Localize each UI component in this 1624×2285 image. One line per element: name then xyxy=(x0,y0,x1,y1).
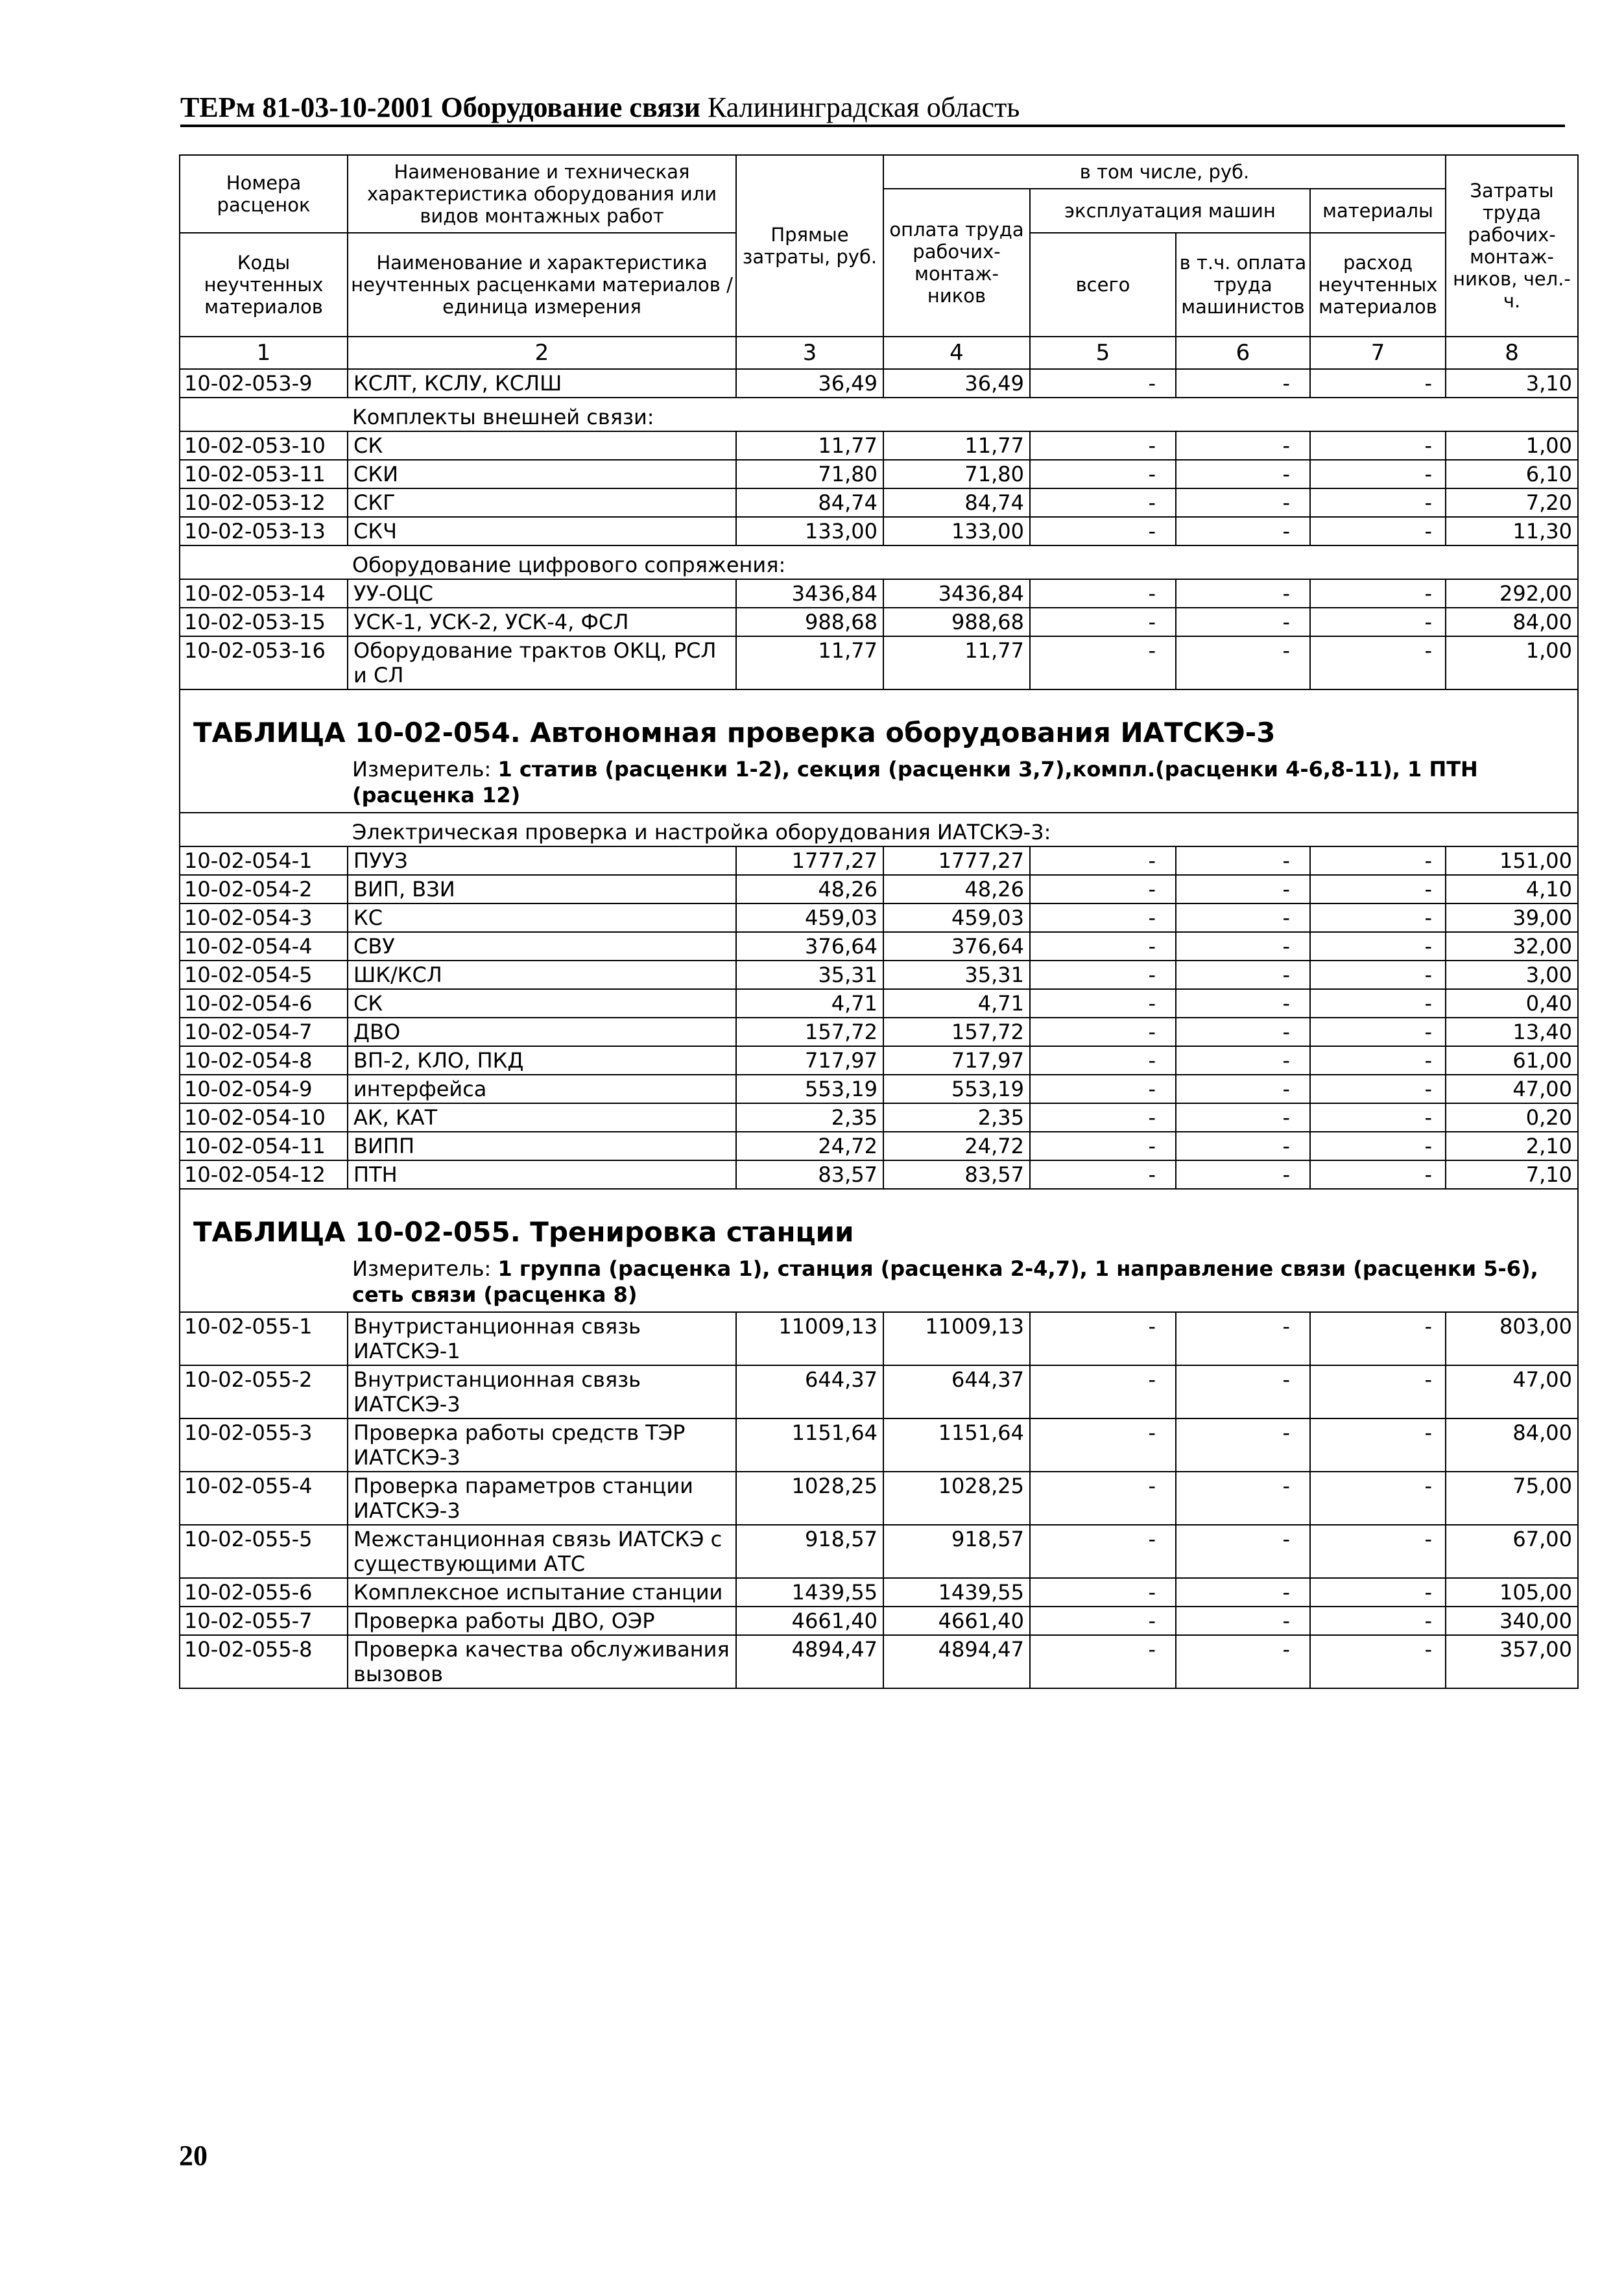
rate-name: Оборудование трактов ОКЦ, РСЛ и СЛ xyxy=(348,636,736,689)
table-row xyxy=(180,989,1578,1018)
worker-pay-cell: 1151,64 xyxy=(883,1418,1030,1472)
worker-pay-cell: 11,77 xyxy=(883,431,1030,460)
worker-pay-cell: 376,64 xyxy=(883,932,1030,961)
header-rate-numbers: Номера расценок xyxy=(180,155,348,233)
machines-total-cell: - xyxy=(1030,579,1176,608)
material-consumption-cell: - xyxy=(1310,1312,1446,1365)
rate-code: 10-02-055-7 xyxy=(180,1607,348,1635)
direct-costs-cell: 11,77 xyxy=(736,431,883,460)
material-consumption-cell: - xyxy=(1310,517,1446,545)
machinist-pay-cell: - xyxy=(1176,932,1310,961)
labor-hours-cell: 340,00 xyxy=(1446,1607,1578,1635)
worker-pay-cell: 4,71 xyxy=(883,989,1030,1018)
table-row xyxy=(180,1160,1578,1189)
machinist-pay-cell: - xyxy=(1176,636,1310,689)
direct-costs-cell: 3436,84 xyxy=(736,579,883,608)
column-number: 1 xyxy=(180,337,348,369)
labor-hours-cell: 6,10 xyxy=(1446,460,1578,488)
header-machinist-pay: в т.ч. оплата труда машинистов xyxy=(1176,233,1310,337)
rate-name: Внутристанционная связь ИАТСКЭ-3 xyxy=(348,1365,736,1418)
rate-name: СКГ xyxy=(348,488,736,517)
machines-total-cell: - xyxy=(1030,431,1176,460)
labor-hours-cell: 1,00 xyxy=(1446,636,1578,689)
rate-code: 10-02-054-7 xyxy=(180,1018,348,1046)
table-row xyxy=(180,1418,1578,1472)
machines-total-cell: - xyxy=(1030,846,1176,875)
table-row xyxy=(180,608,1578,636)
worker-pay-cell: 83,57 xyxy=(883,1160,1030,1189)
rate-name: ВИП, ВЗИ xyxy=(348,875,736,903)
worker-pay-cell: 133,00 xyxy=(883,517,1030,545)
direct-costs-cell: 35,31 xyxy=(736,961,883,989)
machinist-pay-cell: - xyxy=(1176,1365,1310,1418)
machinist-pay-cell: - xyxy=(1176,1132,1310,1160)
rate-code: 10-02-055-4 xyxy=(180,1472,348,1525)
rate-name: ШК/КСЛ xyxy=(348,961,736,989)
direct-costs-cell: 11009,13 xyxy=(736,1312,883,1365)
machines-total-cell: - xyxy=(1030,1075,1176,1103)
material-consumption-cell: - xyxy=(1310,875,1446,903)
worker-pay-cell: 157,72 xyxy=(883,1018,1030,1046)
direct-costs-cell: 1028,25 xyxy=(736,1472,883,1525)
table-row xyxy=(180,1046,1578,1075)
table-title-row xyxy=(180,1189,1578,1312)
worker-pay-cell: 988,68 xyxy=(883,608,1030,636)
rate-code: 10-02-054-4 xyxy=(180,932,348,961)
material-consumption-cell: - xyxy=(1310,636,1446,689)
machines-total-cell: - xyxy=(1030,369,1176,398)
section-heading: Оборудование цифрового сопряжения: xyxy=(180,545,1578,579)
material-consumption-cell: - xyxy=(1310,460,1446,488)
machinist-pay-cell: - xyxy=(1176,903,1310,932)
rate-name: СКИ xyxy=(348,460,736,488)
rate-code: 10-02-054-11 xyxy=(180,1132,348,1160)
section-heading: Электрическая проверка и настройка оборудования ИАТСКЭ-3: xyxy=(180,813,1578,846)
direct-costs-cell: 11,77 xyxy=(736,636,883,689)
labor-hours-cell: 0,20 xyxy=(1446,1103,1578,1132)
rate-name: УУ-ОЦС xyxy=(348,579,736,608)
machinist-pay-cell: - xyxy=(1176,961,1310,989)
rate-code: 10-02-054-2 xyxy=(180,875,348,903)
table-row xyxy=(180,431,1578,460)
table-row xyxy=(180,488,1578,517)
column-numbers-row xyxy=(180,337,1578,369)
rate-name: АК, КАТ xyxy=(348,1103,736,1132)
column-number: 3 xyxy=(736,337,883,369)
table-row xyxy=(180,1018,1578,1046)
worker-pay-cell: 3436,84 xyxy=(883,579,1030,608)
labor-hours-cell: 151,00 xyxy=(1446,846,1578,875)
rate-code: 10-02-055-6 xyxy=(180,1578,348,1607)
table-title: ТАБЛИЦА 10-02-054. Автономная проверка оборудования ИАТСКЭ-3 xyxy=(193,717,1276,748)
rate-name: КСЛТ, КСЛУ, КСЛШ xyxy=(348,369,736,398)
rate-code: 10-02-053-13 xyxy=(180,517,348,545)
header-materials: материалы xyxy=(1310,189,1446,233)
document-title-region: Калининградская область xyxy=(707,91,1020,123)
machines-total-cell: - xyxy=(1030,1160,1176,1189)
column-number: 4 xyxy=(883,337,1030,369)
table-title-cell xyxy=(180,1189,1578,1312)
material-consumption-cell: - xyxy=(1310,608,1446,636)
rate-code: 10-02-053-10 xyxy=(180,431,348,460)
rate-code: 10-02-053-14 xyxy=(180,579,348,608)
machinist-pay-cell: - xyxy=(1176,846,1310,875)
machinist-pay-cell: - xyxy=(1176,579,1310,608)
material-consumption-cell: - xyxy=(1310,1132,1446,1160)
rate-name: интерфейса xyxy=(348,1075,736,1103)
direct-costs-cell: 2,35 xyxy=(736,1103,883,1132)
rate-name: ВП-2, КЛО, ПКД xyxy=(348,1046,736,1075)
column-number: 5 xyxy=(1030,337,1176,369)
table-row xyxy=(180,1075,1578,1103)
labor-hours-cell: 3,00 xyxy=(1446,961,1578,989)
measurement-label: Измеритель: xyxy=(352,757,498,782)
table-row xyxy=(180,460,1578,488)
machinist-pay-cell: - xyxy=(1176,608,1310,636)
material-consumption-cell: - xyxy=(1310,932,1446,961)
rate-name: Комплексное испытание станции xyxy=(348,1578,736,1607)
machinist-pay-cell: - xyxy=(1176,1075,1310,1103)
machines-total-cell: - xyxy=(1030,932,1176,961)
labor-hours-cell: 1,00 xyxy=(1446,431,1578,460)
rate-code: 10-02-054-9 xyxy=(180,1075,348,1103)
rate-code: 10-02-055-2 xyxy=(180,1365,348,1418)
machines-total-cell: - xyxy=(1030,608,1176,636)
worker-pay-cell: 2,35 xyxy=(883,1103,1030,1132)
direct-costs-cell: 1777,27 xyxy=(736,846,883,875)
machines-total-cell: - xyxy=(1030,1525,1176,1578)
measurement-unit xyxy=(193,1256,1564,1308)
material-consumption-cell: - xyxy=(1310,369,1446,398)
rate-name: ДВО xyxy=(348,1018,736,1046)
material-consumption-cell: - xyxy=(1310,961,1446,989)
worker-pay-cell: 644,37 xyxy=(883,1365,1030,1418)
rate-name: СК xyxy=(348,431,736,460)
measurement-text: 1 статив (расценки 1-2), секция (расценки 3,7),компл.(расценки 4-6,8-11), 1 ПТН (расценка 12) xyxy=(352,757,1478,808)
rate-name: Внутристанционная связь ИАТСКЭ-1 xyxy=(348,1312,736,1365)
labor-hours-cell: 67,00 xyxy=(1446,1525,1578,1578)
table-row xyxy=(180,1312,1578,1365)
rates-table xyxy=(179,154,1579,1689)
section-row xyxy=(180,398,1578,431)
direct-costs-cell: 553,19 xyxy=(736,1075,883,1103)
direct-costs-cell: 24,72 xyxy=(736,1132,883,1160)
column-number: 2 xyxy=(348,337,736,369)
table-row xyxy=(180,1525,1578,1578)
direct-costs-cell: 644,37 xyxy=(736,1365,883,1418)
labor-hours-cell: 3,10 xyxy=(1446,369,1578,398)
rate-code: 10-02-053-11 xyxy=(180,460,348,488)
machines-total-cell: - xyxy=(1030,1046,1176,1075)
machines-total-cell: - xyxy=(1030,1607,1176,1635)
table-row xyxy=(180,932,1578,961)
table-row xyxy=(180,875,1578,903)
section-row xyxy=(180,813,1578,846)
direct-costs-cell: 48,26 xyxy=(736,875,883,903)
machines-total-cell: - xyxy=(1030,1132,1176,1160)
column-number: 8 xyxy=(1446,337,1578,369)
direct-costs-cell: 84,74 xyxy=(736,488,883,517)
direct-costs-cell: 1439,55 xyxy=(736,1578,883,1607)
machines-total-cell: - xyxy=(1030,875,1176,903)
table-title-row xyxy=(180,689,1578,813)
machinist-pay-cell: - xyxy=(1176,460,1310,488)
header-labor-hours: Затраты труда рабочих-монтаж-ников, чел.-ч. xyxy=(1446,155,1578,337)
rate-name: УСК-1, УСК-2, УСК-4, ФСЛ xyxy=(348,608,736,636)
section-row xyxy=(180,545,1578,579)
machinist-pay-cell: - xyxy=(1176,517,1310,545)
header-machines-total: всего xyxy=(1030,233,1176,337)
machines-total-cell: - xyxy=(1030,517,1176,545)
table-row xyxy=(180,1365,1578,1418)
table-row xyxy=(180,369,1578,398)
material-consumption-cell: - xyxy=(1310,1472,1446,1525)
header-machine-operation: эксплуатация машин xyxy=(1030,189,1310,233)
worker-pay-cell: 1777,27 xyxy=(883,846,1030,875)
worker-pay-cell: 36,49 xyxy=(883,369,1030,398)
header-material-codes: Коды неучтенных материалов xyxy=(180,233,348,337)
rate-code: 10-02-054-8 xyxy=(180,1046,348,1075)
machinist-pay-cell: - xyxy=(1176,431,1310,460)
rate-code: 10-02-053-12 xyxy=(180,488,348,517)
rate-code: 10-02-053-16 xyxy=(180,636,348,689)
table-row xyxy=(180,579,1578,608)
machines-total-cell: - xyxy=(1030,961,1176,989)
material-consumption-cell: - xyxy=(1310,488,1446,517)
labor-hours-cell: 7,10 xyxy=(1446,1160,1578,1189)
direct-costs-cell: 988,68 xyxy=(736,608,883,636)
machinist-pay-cell: - xyxy=(1176,1418,1310,1472)
worker-pay-cell: 4894,47 xyxy=(883,1635,1030,1688)
labor-hours-cell: 292,00 xyxy=(1446,579,1578,608)
rate-code: 10-02-054-12 xyxy=(180,1160,348,1189)
material-consumption-cell: - xyxy=(1310,1418,1446,1472)
labor-hours-cell: 75,00 xyxy=(1446,1472,1578,1525)
material-consumption-cell: - xyxy=(1310,1046,1446,1075)
direct-costs-cell: 133,00 xyxy=(736,517,883,545)
worker-pay-cell: 553,19 xyxy=(883,1075,1030,1103)
table-row xyxy=(180,1635,1578,1688)
column-number: 6 xyxy=(1176,337,1310,369)
machinist-pay-cell: - xyxy=(1176,1160,1310,1189)
rate-name: Проверка работы средств ТЭР ИАТСКЭ-3 xyxy=(348,1418,736,1472)
direct-costs-cell: 918,57 xyxy=(736,1525,883,1578)
direct-costs-cell: 4894,47 xyxy=(736,1635,883,1688)
measurement-text: 1 группа (расценка 1), станция (расценка 2-4,7), 1 направление связи (расценки 5-6), сеть связи (расценка 8) xyxy=(352,1256,1538,1307)
labor-hours-cell: 105,00 xyxy=(1446,1578,1578,1607)
table-row xyxy=(180,1132,1578,1160)
machines-total-cell: - xyxy=(1030,1018,1176,1046)
labor-hours-cell: 32,00 xyxy=(1446,932,1578,961)
machines-total-cell: - xyxy=(1030,1578,1176,1607)
header-worker-pay: оплата труда рабочих-монтаж-ников xyxy=(883,189,1030,337)
machinist-pay-cell: - xyxy=(1176,1472,1310,1525)
labor-hours-cell: 11,30 xyxy=(1446,517,1578,545)
labor-hours-cell: 39,00 xyxy=(1446,903,1578,932)
rate-code: 10-02-054-1 xyxy=(180,846,348,875)
labor-hours-cell: 0,40 xyxy=(1446,989,1578,1018)
rate-name: Проверка качества обслуживания вызовов xyxy=(348,1635,736,1688)
material-consumption-cell: - xyxy=(1310,1525,1446,1578)
header-including-group: в том числе, руб. xyxy=(883,155,1446,189)
worker-pay-cell: 1028,25 xyxy=(883,1472,1030,1525)
table-row xyxy=(180,1578,1578,1607)
measurement-unit xyxy=(193,756,1564,808)
direct-costs-cell: 4661,40 xyxy=(736,1607,883,1635)
labor-hours-cell: 61,00 xyxy=(1446,1046,1578,1075)
rate-code: 10-02-055-5 xyxy=(180,1525,348,1578)
column-number: 7 xyxy=(1310,337,1446,369)
table-title-cell xyxy=(180,689,1578,813)
machinist-pay-cell: - xyxy=(1176,1312,1310,1365)
direct-costs-cell: 376,64 xyxy=(736,932,883,961)
rate-name: ПТН xyxy=(348,1160,736,1189)
material-consumption-cell: - xyxy=(1310,1160,1446,1189)
labor-hours-cell: 4,10 xyxy=(1446,875,1578,903)
machines-total-cell: - xyxy=(1030,1103,1176,1132)
table-row xyxy=(180,1103,1578,1132)
labor-hours-cell: 13,40 xyxy=(1446,1018,1578,1046)
direct-costs-cell: 36,49 xyxy=(736,369,883,398)
labor-hours-cell: 47,00 xyxy=(1446,1075,1578,1103)
machinist-pay-cell: - xyxy=(1176,1103,1310,1132)
material-consumption-cell: - xyxy=(1310,579,1446,608)
worker-pay-cell: 1439,55 xyxy=(883,1578,1030,1607)
table-row xyxy=(180,961,1578,989)
machinist-pay-cell: - xyxy=(1176,1525,1310,1578)
labor-hours-cell: 84,00 xyxy=(1446,608,1578,636)
table-row xyxy=(180,903,1578,932)
material-consumption-cell: - xyxy=(1310,989,1446,1018)
table-row xyxy=(180,1607,1578,1635)
labor-hours-cell: 2,10 xyxy=(1446,1132,1578,1160)
rate-code: 10-02-053-15 xyxy=(180,608,348,636)
material-consumption-cell: - xyxy=(1310,903,1446,932)
labor-hours-cell: 84,00 xyxy=(1446,1418,1578,1472)
worker-pay-cell: 918,57 xyxy=(883,1525,1030,1578)
machinist-pay-cell: - xyxy=(1176,369,1310,398)
rate-code: 10-02-054-10 xyxy=(180,1103,348,1132)
direct-costs-cell: 459,03 xyxy=(736,903,883,932)
table-row xyxy=(180,1472,1578,1525)
rate-code: 10-02-054-5 xyxy=(180,961,348,989)
direct-costs-cell: 71,80 xyxy=(736,460,883,488)
machinist-pay-cell: - xyxy=(1176,1018,1310,1046)
rate-name: Проверка работы ДВО, ОЭР xyxy=(348,1607,736,1635)
worker-pay-cell: 84,74 xyxy=(883,488,1030,517)
rate-name: КС xyxy=(348,903,736,932)
worker-pay-cell: 717,97 xyxy=(883,1046,1030,1075)
worker-pay-cell: 24,72 xyxy=(883,1132,1030,1160)
machinist-pay-cell: - xyxy=(1176,989,1310,1018)
machines-total-cell: - xyxy=(1030,903,1176,932)
direct-costs-cell: 4,71 xyxy=(736,989,883,1018)
rate-name: СКЧ xyxy=(348,517,736,545)
measurement-label: Измеритель: xyxy=(352,1256,498,1281)
worker-pay-cell: 48,26 xyxy=(883,875,1030,903)
rate-name: СВУ xyxy=(348,932,736,961)
section-heading: Комплекты внешней связи: xyxy=(180,398,1578,431)
material-consumption-cell: - xyxy=(1310,1365,1446,1418)
material-consumption-cell: - xyxy=(1310,1635,1446,1688)
worker-pay-cell: 11,77 xyxy=(883,636,1030,689)
header-material-names: Наименование и характеристика неучтенных расценками материалов / единица измерения xyxy=(348,233,736,337)
material-consumption-cell: - xyxy=(1310,431,1446,460)
machines-total-cell: - xyxy=(1030,636,1176,689)
rate-code: 10-02-054-6 xyxy=(180,989,348,1018)
rate-code: 10-02-055-1 xyxy=(180,1312,348,1365)
direct-costs-cell: 83,57 xyxy=(736,1160,883,1189)
machinist-pay-cell: - xyxy=(1176,1046,1310,1075)
worker-pay-cell: 35,31 xyxy=(883,961,1030,989)
labor-hours-cell: 803,00 xyxy=(1446,1312,1578,1365)
material-consumption-cell: - xyxy=(1310,1075,1446,1103)
rate-code: 10-02-054-3 xyxy=(180,903,348,932)
page-number: 20 xyxy=(179,2140,208,2171)
rate-code: 10-02-055-8 xyxy=(180,1635,348,1688)
machinist-pay-cell: - xyxy=(1176,488,1310,517)
table-row xyxy=(180,846,1578,875)
header-material-consumption: расход неучтенных материалов xyxy=(1310,233,1446,337)
direct-costs-cell: 1151,64 xyxy=(736,1418,883,1472)
rate-code: 10-02-055-3 xyxy=(180,1418,348,1472)
material-consumption-cell: - xyxy=(1310,846,1446,875)
machines-total-cell: - xyxy=(1030,989,1176,1018)
machines-total-cell: - xyxy=(1030,1635,1176,1688)
machines-total-cell: - xyxy=(1030,1365,1176,1418)
labor-hours-cell: 7,20 xyxy=(1446,488,1578,517)
machines-total-cell: - xyxy=(1030,460,1176,488)
labor-hours-cell: 357,00 xyxy=(1446,1635,1578,1688)
machinist-pay-cell: - xyxy=(1176,1578,1310,1607)
machinist-pay-cell: - xyxy=(1176,1607,1310,1635)
title-divider xyxy=(180,125,1565,127)
worker-pay-cell: 71,80 xyxy=(883,460,1030,488)
machinist-pay-cell: - xyxy=(1176,1635,1310,1688)
material-consumption-cell: - xyxy=(1310,1607,1446,1635)
direct-costs-cell: 157,72 xyxy=(736,1018,883,1046)
document-title-bold: ТЕРм 81-03-10-2001 Оборудование связи xyxy=(180,91,700,123)
material-consumption-cell: - xyxy=(1310,1103,1446,1132)
machines-total-cell: - xyxy=(1030,488,1176,517)
table-row xyxy=(180,517,1578,545)
machines-total-cell: - xyxy=(1030,1418,1176,1472)
document-title xyxy=(180,91,1020,124)
header-work-name: Наименование и техническая характеристика оборудования или видов монтажных работ xyxy=(348,155,736,233)
worker-pay-cell: 11009,13 xyxy=(883,1312,1030,1365)
material-consumption-cell: - xyxy=(1310,1018,1446,1046)
rate-name: СК xyxy=(348,989,736,1018)
table-body xyxy=(180,369,1578,1688)
direct-costs-cell: 717,97 xyxy=(736,1046,883,1075)
rate-code: 10-02-053-9 xyxy=(180,369,348,398)
machines-total-cell: - xyxy=(1030,1472,1176,1525)
table-row xyxy=(180,636,1578,689)
machinist-pay-cell: - xyxy=(1176,875,1310,903)
labor-hours-cell: 47,00 xyxy=(1446,1365,1578,1418)
table-title: ТАБЛИЦА 10-02-055. Тренировка станции xyxy=(193,1216,854,1248)
rate-name: ВИПП xyxy=(348,1132,736,1160)
rate-name: Межстанционная связь ИАТСКЭ с существующими АТС xyxy=(348,1525,736,1578)
header-direct-costs: Прямые затраты, руб. xyxy=(736,155,883,337)
worker-pay-cell: 4661,40 xyxy=(883,1607,1030,1635)
material-consumption-cell: - xyxy=(1310,1578,1446,1607)
rate-name: ПУУЗ xyxy=(348,846,736,875)
worker-pay-cell: 459,03 xyxy=(883,903,1030,932)
rate-name: Проверка параметров станции ИАТСКЭ-3 xyxy=(348,1472,736,1525)
machines-total-cell: - xyxy=(1030,1312,1176,1365)
